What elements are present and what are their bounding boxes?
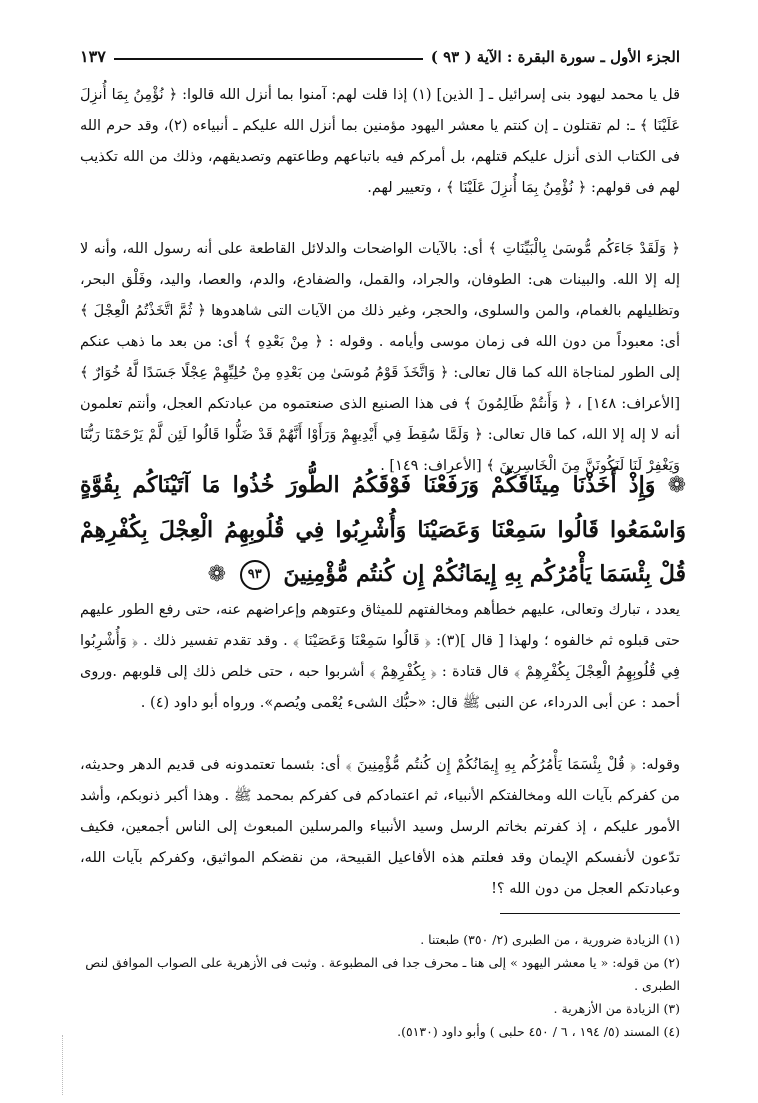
paragraph-block-2 [80,234,680,482]
paragraph-block-3 [80,595,680,719]
verse-ornament-start-icon: ❁ [667,473,686,498]
paragraph-block-1 [80,80,680,204]
running-header [80,40,680,66]
header-rule [114,58,423,60]
verse-ornament-end-icon: ❁ [207,562,227,587]
paragraph-2: ﴿ وَلَقَدْ جَاءَكُم مُّوسَىٰ بِالْبَيِّنَاتِ ﴾ أى: بالآيات الواضحات والدلائل القاطعة على أنه رسول الله، وأنه لا إله إلا الله. والبينات هى: الطوفان، والجراد، والقمل، والضفادع، والدم، والعصا، واليد، وفَلْق البحر، وتظليلهم بالغمام، والمن والسلوى، والحجر، وغير ذلك من الآيات التى شاهدوها ﴿ ثُمَّ اتَّخَذْتُمُ الْعِجْلَ ﴾ أى: معبوداً من دون الله فى زمان موسى وأيامه . وقوله : ﴿ مِنْ بَعْدِهِ ﴾ أى: من بعد ما ذهب عنكم إلى الطور لمناجاة الله كما قال تعالى: ﴿ وَاتَّخَذَ قَوْمُ مُوسَىٰ مِن بَعْدِهِ مِنْ حُلِيِّهِمْ عِجْلًا جَسَدًا لَّهُ خُوَارٌ ﴾ [الأعراف: ١٤٨] ، ﴿ وَأَنتُمْ ظَالِمُونَ ﴾ فى هذا الصنيع الذى صنعتموه من عبادتكم العجل، وأنتم تعلمون أنه لا إله إلا الله، كما قال تعالى: ﴿ وَلَمَّا سُقِطَ فِي أَيْدِيهِمْ وَرَأَوْا أَنَّهُمْ قَدْ ضَلُّوا قَالُوا لَئِن لَّمْ يَرْحَمْنَا رَبُّنَا وَيَغْفِرْ لَنَا لَنَكُونَنَّ مِنَ الْخَاسِرِينَ ﴾ [الأعراف: ١٤٩] . [80,241,680,474]
paragraph-3: يعدد ، تبارك وتعالى، عليهم خطأهم ومخالفتهم للميثاق وعتوهم وإعراضهم عنه، حتى رفع الطور عليهم حتى قبلوه ثم خالفوه ؛ ولهذا [ قال ](٣): ﴿ قَالُوا سَمِعْنَا وَعَصَيْنَا ﴾ . وقد تقدم تفسير ذلك . ﴿ وَأُشْرِبُوا فِي قُلُوبِهِمُ الْعِجْلَ بِكُفْرِهِمْ ﴾ قال قتادة : ﴿ بِكُفْرِهِمْ ﴾ أشربوا حبه ، حتى خلص ذلك إلى قلوبهم .وروى أحمد : عن أبى الدرداء، عن النبى ﷺ قال: «حبُّك الشىء يُعْمى ويُصم». ورواه أبو داود (٤) . [80,602,680,711]
footnote-divider [500,913,680,914]
header-title: الجزء الأول ـ سورة البقرة : الآية ( ٩٣ ) [430,48,680,66]
quran-verse [80,463,686,597]
footnotes [80,928,680,1043]
footnote-item: (٣) الزيادة من الأزهرية . [553,1001,680,1016]
paragraph-1: قل يا محمد ليهود بنى إسرائيل ـ [ الذين] (١) إذا قلت لهم: آمنوا بما أنزل الله قالوا: ﴿ نُؤْمِنُ بِمَا أُنزِلَ عَلَيْنَا ﴾ ـ: لم تقتلون ـ إن كنتم يا معشر اليهود مؤمنين بما أنزل الله عليكم ـ أنبياءه (٢)، وقد حرم الله فى الكتاب الذى أنزل عليكم قتلهم، بل أمركم فيه باتباعهم وطاعتهم وتصديقهم، وذلك من الله تكذيب لهم فى قولهم: ﴿ نُؤْمِنُ بِمَا أُنزِلَ عَلَيْنَا ﴾ ، وتعيير لهم. [80,87,681,196]
paragraph-4: وقوله: ﴿ قُلْ بِئْسَمَا يَأْمُرُكُم بِهِ إِيمَانُكُمْ إِن كُنتُم مُّؤْمِنِينَ ﴾ أى: بئسما تعتمدونه فى قديم الدهر وحديثه، من كفركم بآيات الله ومخالفتكم الأنبياء، ثم اعتمادكم فى كفركم بمحمد ﷺ . وهذا أكبر ذنوبكم، وأشد الأمور عليكم ، إذ كفرتم بخاتم الرسل وسيد الأنبياء والمرسلين المبعوث إلى الناس أجمعين، فكيف تدّعون لأنفسكم الإيمان وقد فعلتم هذه الأفاعيل القبيحة، من نقضكم المواثيق، وكفركم بآيات الله، وعبادتكم العجل من دون الله ؟! [80,757,680,897]
paragraph-block-4 [80,750,680,905]
verse-text: وَإِذْ أَخَذْنَا مِيثَاقَكُمْ وَرَفَعْنَا فَوْقَكُمُ الطُّورَ خُذُوا مَا آتَيْنَاكُم بِقُوَّةٍ وَاسْمَعُوا قَالُوا سَمِعْنَا وَعَصَيْنَا وَأُشْرِبُوا فِي قُلُوبِهِمُ الْعِجْلَ بِكُفْرِهِمْ قُلْ بِئْسَمَا يَأْمُرُكُم بِهِ إِيمَانُكُمْ إِن كُنتُم مُّؤْمِنِينَ [80,472,686,587]
footnote-item: (٢) من قوله: « يا معشر اليهود » إلى هنا ـ محرف جدا فى المطبوعة . وثبت فى الأزهرية على الصواب الموافق لنص الطبرى . [85,955,680,993]
footnote-item: (١) الزيادة ضرورية ، من الطبرى (٢/ ٣٥٠) طبعتنا . [420,932,680,947]
margin-dots [62,1035,65,1095]
footnote-item: (٤) المسند (٥/ ١٩٤ ، ٦ / ٤٥٠ حلبى ) وأبو داود (٥١٣٠). [397,1024,680,1039]
ayah-number-marker: ٩٣ [240,560,270,590]
page-number: ١٣٧ [80,47,106,66]
